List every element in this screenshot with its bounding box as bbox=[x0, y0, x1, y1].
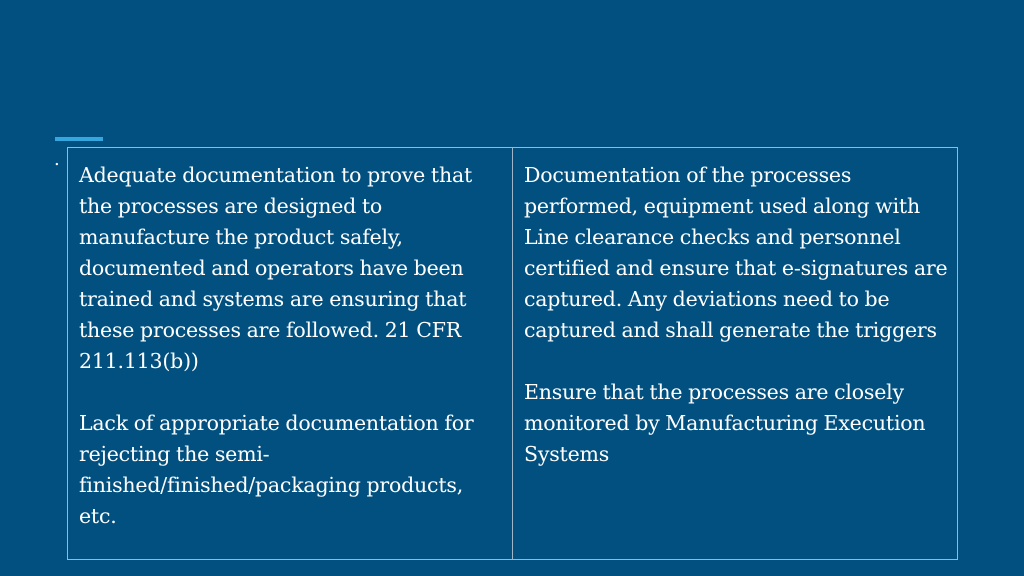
right-paragraph-2: Ensure that the processes are closely monitored by Manufacturing Execution Systems bbox=[524, 380, 926, 466]
left-paragraph-2: Lack of appropriate documentation for rejecting the semi-finished/finished/packaging products, etc. bbox=[79, 411, 474, 528]
table-cell-left bbox=[68, 148, 513, 559]
left-paragraph-1: Adequate documentation to prove that the processes are designed to manufacture the product safely, documented and operators have been trained and systems are ensuring that these processes are followed. 21 CFR 211.113(b)) bbox=[79, 163, 473, 373]
table-cell-right bbox=[513, 148, 957, 559]
bullet-marker: . bbox=[54, 149, 60, 170]
title-accent-bar bbox=[55, 137, 103, 141]
right-paragraph-1: Documentation of the processes performed, equipment used along with Line clearance checks and personnel certified and ensure that e-signatures are captured. Any deviations need to be captured and shall generate the triggers bbox=[524, 163, 948, 342]
content-table bbox=[67, 147, 958, 560]
